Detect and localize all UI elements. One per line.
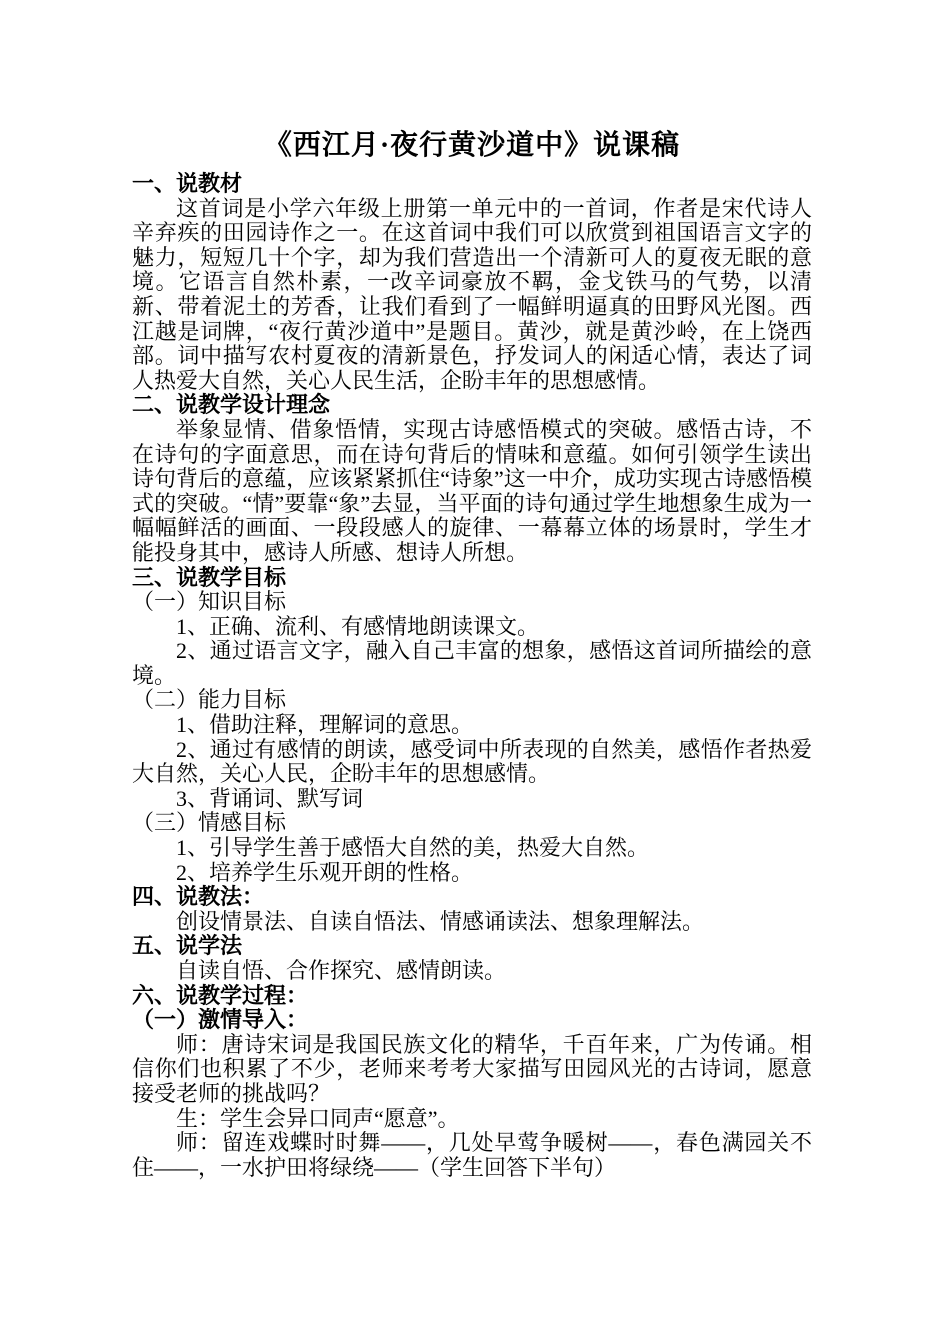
sub-heading: （二）能力目标	[132, 687, 287, 713]
paragraph: 1、借助注释，理解词的意思。	[176, 712, 474, 738]
document-title: 《西江月·夜行黄沙道中》说课稿	[263, 130, 681, 161]
paragraph: 2、通过语言文字，融入自己丰富的想象，感悟这首词所描绘的意境。	[132, 638, 812, 688]
paragraph: 1、引导学生善于感悟大自然的美，热爱大自然。	[176, 835, 650, 861]
section-heading: 一、说教材	[132, 171, 243, 196]
document-content	[132, 129, 812, 1180]
paragraph: 自读自悟、合作探究、感情朗读。	[176, 958, 507, 983]
section-heading: 三、说教学目标	[132, 564, 287, 590]
sub-heading: （一）知识目标	[132, 589, 287, 615]
paragraph: 1、正确、流利、有感情地朗读课文。	[176, 613, 540, 639]
section-heading: 二、说教学设计理念	[132, 392, 331, 418]
paragraph: 师：留连戏蝶时时舞——，几处早莺争暖树——，春色满园关不住——，一水护田将绿绕——（学生回答下半句）	[132, 1130, 812, 1180]
paragraph: 2、培养学生乐观开朗的性格。	[176, 859, 474, 885]
paragraph: 师：唐诗宋词是我国民族文化的精华，千百年来，广为传诵。相信你们也积累了不少，老师来考考大家描写田园风光的古诗词，愿意接受老师的挑战吗？	[132, 1031, 812, 1106]
section-heading: 四、说教法：	[132, 884, 265, 910]
paragraph: 举象显情、借象悟情，实现古诗感悟模式的突破。感悟古诗，不在诗句的字面意思，而在诗句背后的情味和意蕴。如何引领学生读出诗句背后的意蕴，应该紧紧抓住“诗象”这一中介，成功实现古诗感悟模式的突破。“情”要靠“象”去显，当平面的诗句通过学生地想象生成为一幅幅鲜活的画面、一段段感人的旋律、一幕幕立体的场景时，学生才能投身其中，感诗人所感、想诗人所想。	[132, 416, 812, 565]
sub-heading: （三）情感目标	[132, 810, 287, 836]
paragraph: 创设情景法、自读自悟法、情感诵读法、想象理解法。	[176, 908, 705, 934]
paragraph: 这首词是小学六年级上册第一单元中的一首词，作者是宋代诗人辛弃疾的田园诗作之一。在这首词中我们可以欣赏到祖国语言文字的魅力，短短几十个字，却为我们营造出一个清新可人的夏夜无眠的意境。它语言自然朴素，一改辛词豪放不羁，金戈铁马的气势，以清新、带着泥土的芳香，让我们看到了一幅鲜明逼真的田野风光图。西江越是词牌，“夜行黄沙道中”是题目。黄沙，就是黄沙岭，在上饶西部。词中描写农村夏夜的清新景色，抒发词人的闲适心情，表达了词人热爱大自然，关心人民生活，企盼丰年的思想感情。	[132, 195, 812, 393]
paragraph: 3、背诵词、默写词	[176, 785, 364, 811]
paragraph: 生：学生会异口同声“愿意”。	[176, 1105, 460, 1131]
document-body	[132, 172, 812, 1180]
section-heading: （一）激情导入：	[132, 1007, 309, 1033]
paragraph: 2、通过有感情的朗读，感受词中所表现的自然美，感悟作者热爱大自然，关心人民，企盼丰年的思想感情。	[132, 736, 812, 787]
section-heading: 六、说教学过程：	[132, 982, 309, 1008]
section-heading: 五、说学法	[132, 933, 243, 959]
